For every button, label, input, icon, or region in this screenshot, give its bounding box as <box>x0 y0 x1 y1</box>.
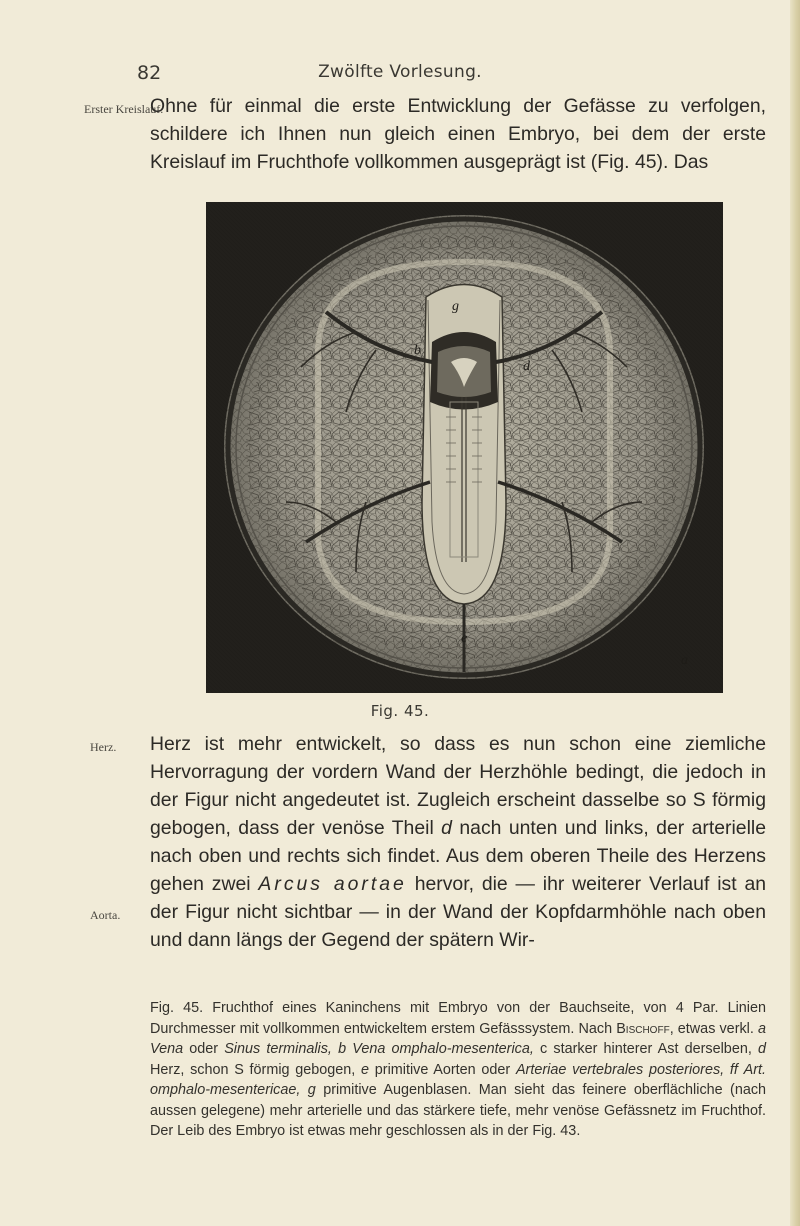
caption-vena-om: Vena omphalo-mesenterica, <box>352 1041 534 1057</box>
caption-verkl: , etwas verkl. <box>669 1020 754 1037</box>
caption-letter-g: g <box>307 1082 316 1098</box>
paragraph-herz-part2: nach unten und links, der arterielle nach oben und rechts sich findet. Aus dem oberen Theile des Herzens gehen zwei <box>150 817 766 895</box>
caption-author: Bischoff <box>616 1020 670 1037</box>
caption-g: primitive Augenblasen. Man sieht das feinere oberflächliche (nach aussen gelegene) mehr arterielle und das stärkere tiefe, mehr venöse Gefässnetz im Fruchthof. Der Leib des Embryo ist etwas mehr geschlossen als in der Fig. 43. <box>150 1082 767 1139</box>
paragraph-herz-part3: hervor, die — ihr weiterer Verlauf ist an der Figur nicht sichtbar — in der Wand der Kopfdarmhöhle nach oben und dann längs der Gegend der spätern Wir- <box>150 873 767 951</box>
paragraph-herz-part1: Herz ist mehr entwickelt, so dass es nun schon eine ziemliche Hervorragung der vordern Wand der Herzhöhle bedingt, die jedoch in der Figur nicht angedeutet ist. Zugleich erscheint dasselbe so S förmig gebogen, dass der venöse Theil <box>150 733 766 839</box>
paragraph-herz-letter-d: d <box>441 817 452 839</box>
figure-45 <box>206 202 723 693</box>
caption-d: Herz, schon S förmig gebogen, <box>150 1061 356 1078</box>
figure-letter-b: b <box>414 343 421 358</box>
caption-letter-ff: ff <box>729 1061 738 1078</box>
figure-45-illustration <box>206 202 723 693</box>
page-edge <box>790 0 800 1226</box>
figure-letter-g: g <box>452 299 459 314</box>
caption-oder: oder <box>189 1041 219 1057</box>
caption-arteriae: Arteriae vertebrales posteriores, <box>515 1061 725 1078</box>
caption-sinus: Sinus terminalis, <box>224 1041 332 1057</box>
arcus-aortae: Arcus aortae <box>258 873 407 895</box>
figure-label: Fig. 45. <box>370 702 430 720</box>
caption-letter-b: b <box>338 1041 347 1057</box>
caption-c: c starker hinterer Ast derselben, <box>540 1041 752 1057</box>
caption-e: primitive Aorten oder <box>374 1061 511 1078</box>
margin-note-aorta: Aorta. <box>90 908 121 922</box>
margin-note-kreislauf: Erster Kreislauf. <box>84 102 164 116</box>
paragraph-herz <box>150 730 766 954</box>
figure-letter-a: a <box>681 653 688 668</box>
figure-letter-e: e <box>461 631 468 646</box>
caption-letter-e: e <box>361 1061 370 1078</box>
caption-letter-a: a <box>757 1020 766 1037</box>
caption-art-om: Art. omphalo-mesentericae, <box>150 1061 767 1098</box>
caption-letter-d: d <box>757 1041 766 1057</box>
caption-intro: Fig. 45. Fruchthof eines Kaninchens mit Embryo von der Bauchseite, von 4 Par. Linien Durchmesser mit vollkommen entwickeltem erstem Gefässsystem. Nach <box>150 1000 766 1037</box>
figure-letter-d: d <box>523 359 530 374</box>
running-title: Zwölfte Vorlesung. <box>318 62 482 82</box>
paragraph-intro: Ohne für einmal die erste Entwicklung der Gefässe zu verfolgen, schildere ich Ihnen nun gleich einen Embryo, bei dem der erste Kreislauf im Fruchthofe vollkommen ausgeprägt ist (Fig. 45). Das <box>150 95 766 173</box>
caption-vena: Vena <box>150 1041 184 1057</box>
margin-note-herz: Herz. <box>90 740 117 754</box>
page-header <box>0 62 800 84</box>
page-number: 82 <box>137 62 162 84</box>
figure-caption <box>150 998 766 1142</box>
